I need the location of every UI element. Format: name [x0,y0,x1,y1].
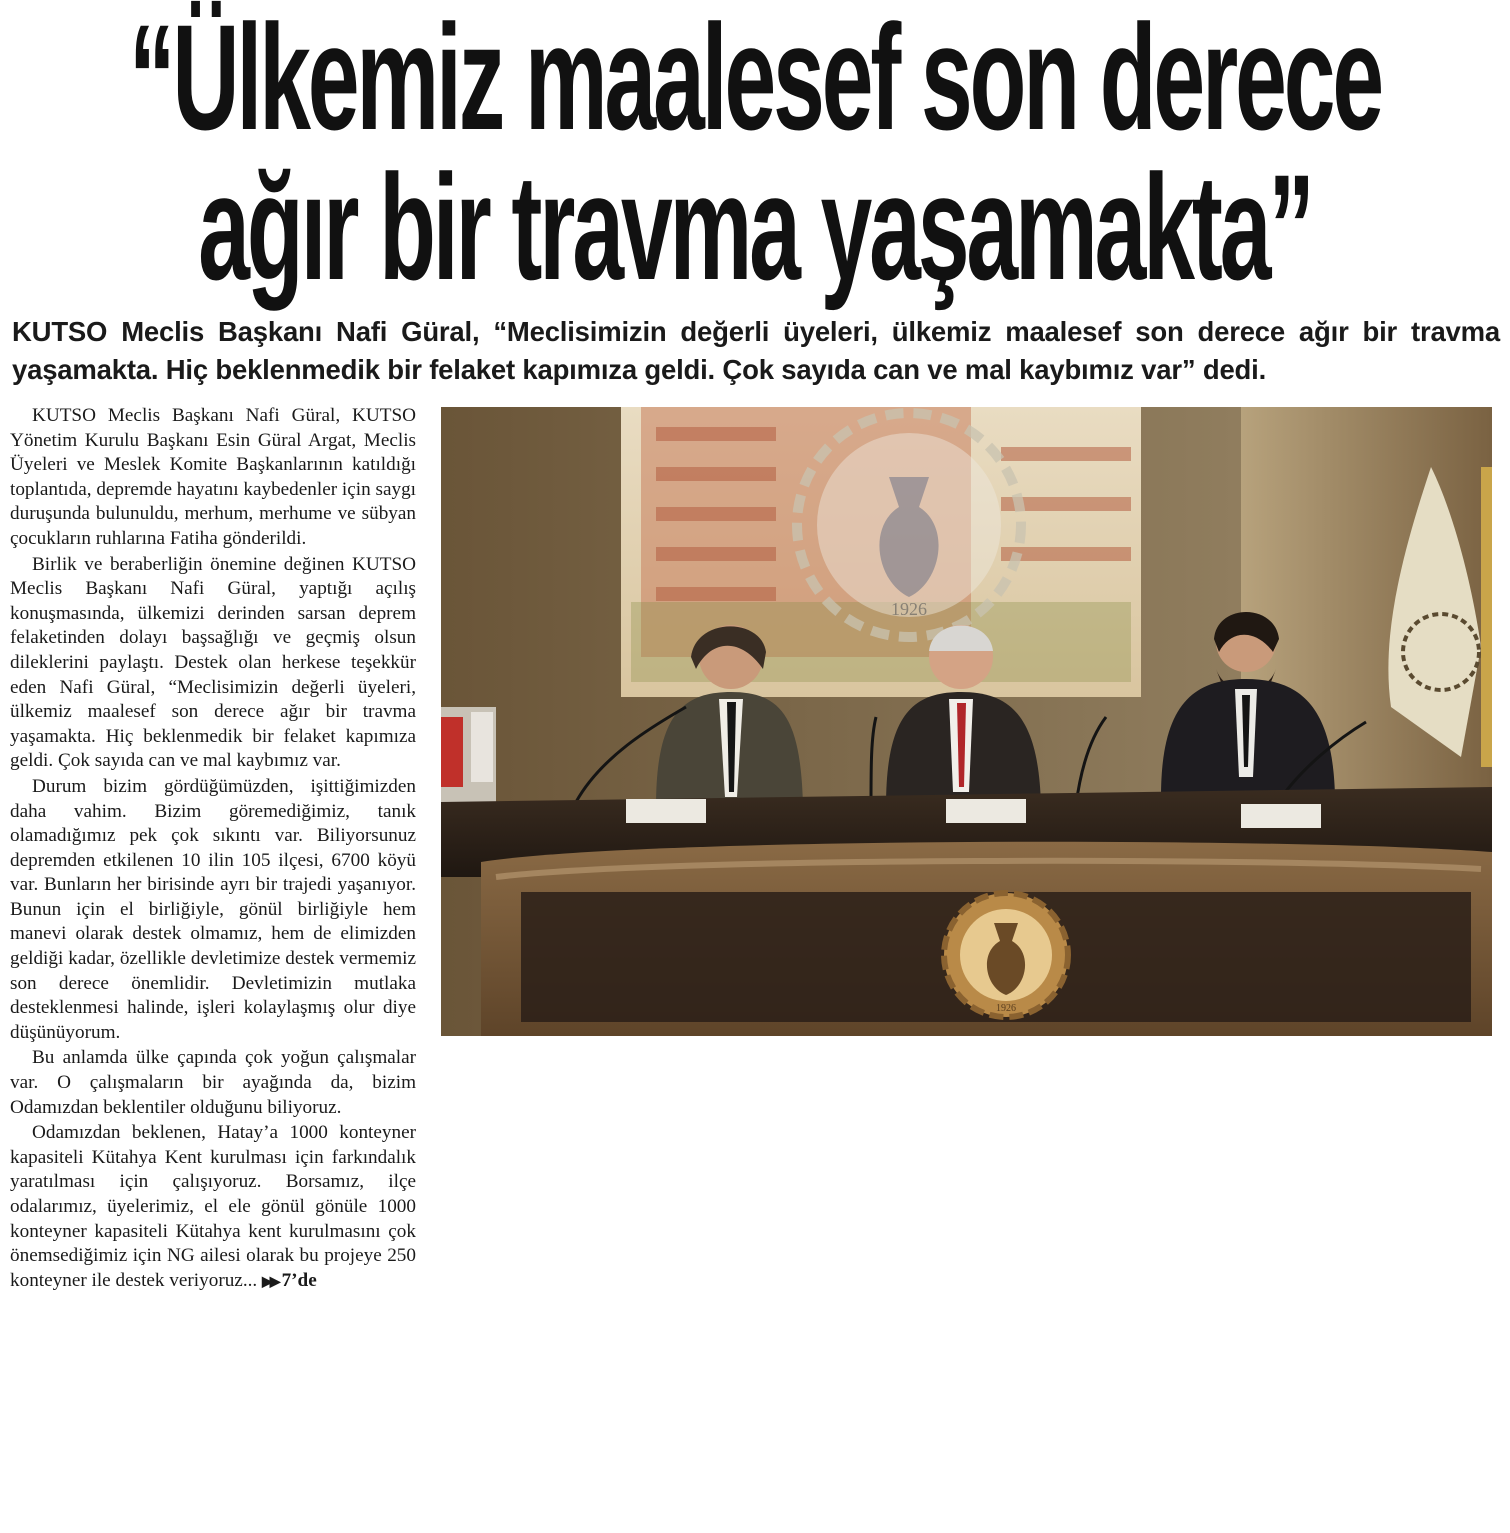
headline-line-2: ağır bir travma yaşamakta” [198,143,1312,311]
body-paragraph: Birlik ve beraberliğin önemine değinen KUTSO Meclis Başkanı Nafi Güral, yaptığı açılış konuşmasında, ülkemizi derinden sarsan deprem felaketinden dolayı başsağlığı ve geçmiş olsun dileklerini paylaştı. Destek olan herkese teşekkür eden Nafi Güral, “Meclisimizin değerli üyeleri, ülkemiz maalesef son derece ağır bir travma yaşamakta. Hiç beklenmedik bir felaket kapımıza geldi. Çok sayıda can ve mal kaybımız var. [10,553,416,772]
continued-jump [262,1270,317,1291]
meeting-photo-illustration [441,407,1492,1036]
screen-emblem-year: 1926 [891,599,927,619]
headline [128,0,1382,311]
body-paragraph: Bu anlamda ülke çapında çok yoğun çalışmalar var. O çalışmaların bir ayağında da, bizim Odamızdan beklentiler olduğunu biliyoruz. [10,1047,416,1118]
body-paragraph [10,1121,416,1295]
article-body [10,404,416,1296]
body-paragraph: KUTSO Meclis Başkanı Nafi Güral, KUTSO Yönetim Kurulu Başkanı Esin Güral Argat, Meclis Üyeleri ve Meslek Komite Başkanlarının katıldığı toplantıda, depremde hayatını kaybedenler için saygı duruşunda bulunuldu, merhum, merhume ve sübyan çocukların ruhlarına Fatiha gönderildi. [10,405,416,549]
press-photo [441,407,1492,1036]
body-paragraph: Durum bizim gördüğümüzden, işittiğimizden daha vahim. Bizim göremediğimiz, tanık olamadığımız pek çok sıkıntı var. Biliyorsunuz depremden etkilenen 10 ilin 105 ilçesi, 6700 köyü var. Bunların her birisinde ayrı bir trajedi yaşanıyor. Bunun için el birliğiyle, gönül birliğiyle hem manevi olarak destek olmamız, hem de elimizden geldiği kadar, özellikle devletimize destek vermemiz son derece önemlidir. Devletimizin mutlaka desteklenmesi halinde, işleri kolaylaşmış olur diye düşünüyorum. [10,775,416,1043]
desk-emblem [944,893,1068,1017]
double-arrow-icon: ▶▶ [262,1274,278,1290]
body-paragraph-text: Odamızdan beklenen, Hatay’a 1000 konteyner kapasiteli Kütahya Kent kurulması için farkındalık yaratılması için çalışıyoruz. Borsamız, ilçe odalarımız, üyelerimiz, el ele gönül gönüle 1000 konteyner kapasiteli Kütahya kent kurulmasını çok önemsediğimiz için NG ailesi olarak bu projeye 250 konteyner ile destek veriyoruz... [10,1122,416,1291]
headline-line-1: “Ülkemiz maalesef son derece [128,0,1382,161]
jump-label: 7’de [281,1269,317,1291]
deck-subheadline: KUTSO Meclis Başkanı Nafi Güral, “Meclisimizin değerli üyeleri, ülkemiz maalesef son derece ağır bir travma yaşamakta. Hiç beklenmedik bir felaket kapımıza geldi. Çok sayıda can ve mal kaybımız var” dedi. [12,316,1500,385]
flag-left [441,707,496,807]
desk-emblem-year: 1926 [996,1003,1016,1014]
